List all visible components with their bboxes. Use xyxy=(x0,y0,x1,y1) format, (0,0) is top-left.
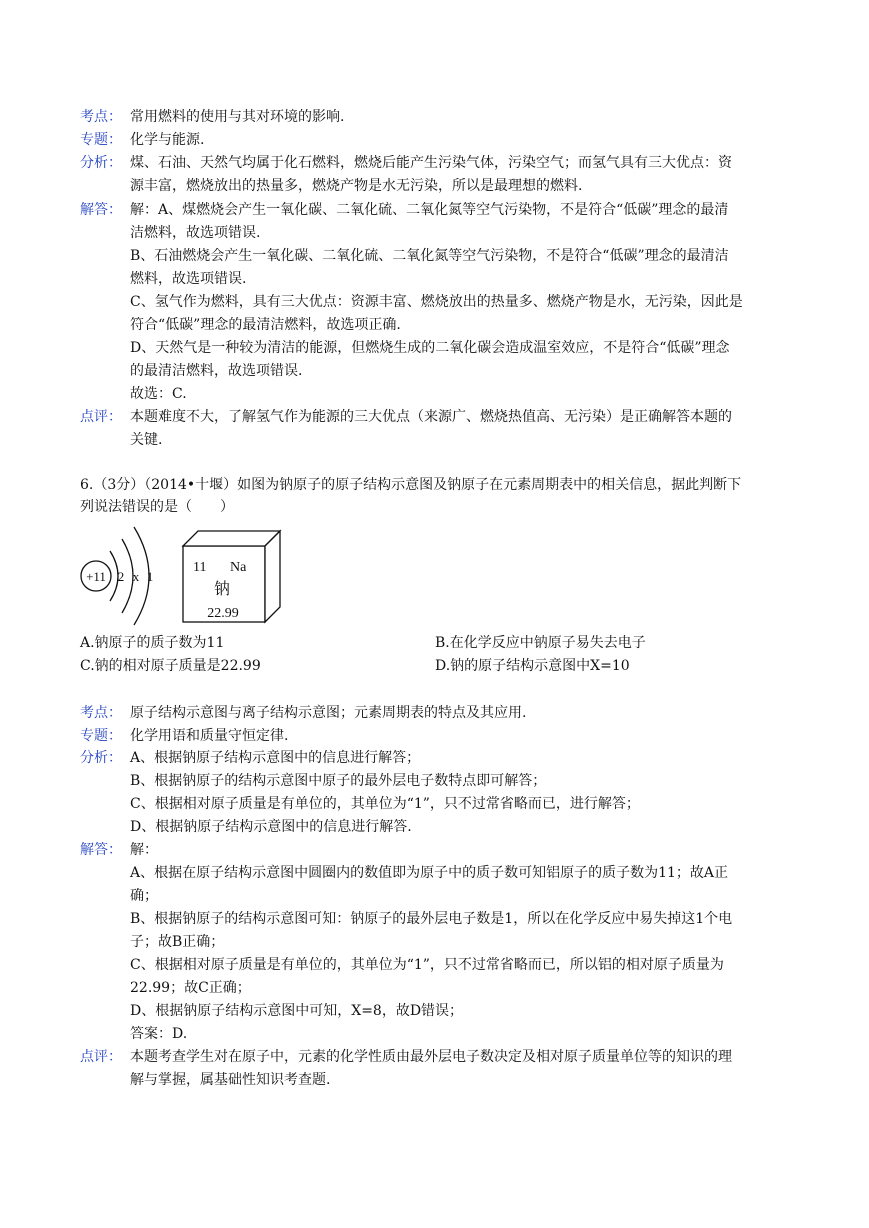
q6-fenxi-line-2: B、根据钠原子的结构示意图中原子的最外层电子数特点即可解答； xyxy=(130,773,547,789)
atomic-mass: 22.99 xyxy=(207,606,239,621)
q6-stem-line-2: 列说法错误的是（ ） xyxy=(80,499,234,515)
q5-kaodian-row xyxy=(80,106,789,129)
q5-jieda-line-4: 燃料，故选项错误. xyxy=(130,271,247,287)
q5-fenxi-row xyxy=(80,152,789,175)
q5-kaodian-text: 常用燃料的使用与其对环境的影响. xyxy=(130,109,345,125)
q5-jieda-line-1: 解：A、煤燃烧会产生一氧化碳、二氧化硫、二氧化氮等空气污染物，不是符合“低碳”理念的最清 xyxy=(130,202,729,218)
q5-zhuanti-row xyxy=(80,129,789,152)
q6-jieda-line-5: C、根据相对原子质量是有单位的，其单位为“1”，只不过常省略而已，所以铝的相对原子质量为 xyxy=(130,957,724,973)
q6-jieda-row xyxy=(80,839,789,862)
kaodian-label: 考点： xyxy=(80,109,122,125)
element-name: 钠 xyxy=(213,579,231,598)
q6-jieda-line-1: A、根据在原子结构示意图中圆圈内的数值即为原子中的质子数可知铝原子的质子数为11；故A正 xyxy=(130,865,729,881)
q6-stem-line-1: 6.（3分）（2014•十堰）如图为钠原子的原子结构示意图及钠原子在元素周期表中的相关信息，据此判断下 xyxy=(80,477,742,493)
q6-jieda-line-7: D、根据钠原子结构示意图中可知，X=8，故D错误； xyxy=(130,1003,464,1019)
q6-jieda-line-8: 答案：D. xyxy=(130,1026,188,1042)
option-a: A.钠原子的质子数为11 xyxy=(80,635,225,651)
q6-fenxi-line-1: A、根据钠原子结构示意图中的信息进行解答； xyxy=(130,750,421,766)
zhuanti-label: 专题： xyxy=(80,728,122,744)
fenxi-label: 分析： xyxy=(80,750,122,766)
q6-dianping-line-2: 解与掌握，属基础性知识考查题. xyxy=(130,1072,331,1088)
jieda-label: 解答： xyxy=(80,202,122,218)
q6-jieda-line-0: 解： xyxy=(130,842,158,858)
zhuanti-label: 专题： xyxy=(80,132,122,148)
option-c: C.钠的相对原子质量是22.99 xyxy=(80,658,261,674)
fenxi-label: 分析： xyxy=(80,155,122,171)
q6-kaodian-text: 原子结构示意图与离子结构示意图；元素周期表的特点及其应用. xyxy=(130,705,527,721)
element-cell-side xyxy=(265,531,280,622)
element-cell-diagram xyxy=(178,527,284,627)
q6-dianping-line-1: 本题考查学生对在原子中，元素的化学性质由最外层电子数决定及相对原子质量单位等的知识的理 xyxy=(130,1049,732,1065)
atomic-number: 11 xyxy=(193,560,207,575)
q5-jieda-line-3: B、石油燃烧会产生一氧化碳、二氧化硫、二氧化氮等空气污染物，不是符合“低碳”理念的最清洁 xyxy=(130,248,729,264)
q6-jieda-line-3: B、根据钠原子的结构示意图可知：钠原子的最外层电子数是1，所以在化学反应中易失掉这1个电 xyxy=(130,911,733,927)
option-b: B.在化学反应中钠原子易失去电子 xyxy=(435,635,646,651)
element-symbol: Na xyxy=(230,560,247,575)
q5-jieda-line-9: 故选：C. xyxy=(130,386,187,402)
q6-fenxi-line-4: D、根据钠原子结构示意图中的信息进行解答. xyxy=(130,819,412,835)
q5-jieda-line-7: D、天然气是一种较为清洁的能源，但燃烧生成的二氧化碳会造成温室效应，不是符合“低碳”理念 xyxy=(130,340,730,356)
kaodian-label: 考点： xyxy=(80,705,122,721)
jieda-label: 解答： xyxy=(80,842,122,858)
q5-jieda-line-5: C、氢气作为燃料，具有三大优点：资源丰富、燃烧放出的热量多、燃烧产物是水，无污染，因此是 xyxy=(130,294,743,310)
q5-fenxi-line-1: 煤、石油、天然气均属于化石燃料，燃烧后能产生污染气体，污染空气；而氢气具有三大优点：资 xyxy=(130,155,732,171)
nucleus-charge: +11 xyxy=(86,569,106,584)
q6-fenxi-row xyxy=(80,747,789,770)
q5-zhuanti-text: 化学与能源. xyxy=(130,132,205,148)
q5-jieda-line-6: 符合“低碳”理念的最清洁燃料，故选项正确. xyxy=(130,317,401,333)
q6-jieda-line-6: 22.99；故C正确； xyxy=(130,980,251,996)
shell-1-electrons: 2 xyxy=(117,569,125,584)
q5-jieda-line-2: 洁燃料，故选项错误. xyxy=(130,225,261,241)
q5-fenxi-line-2: 源丰富，燃烧放出的热量多，燃烧产物是水无污染，所以是最理想的燃料. xyxy=(130,178,583,194)
q5-jieda-row xyxy=(80,199,789,222)
shell-2-electrons: x xyxy=(132,569,140,584)
q6-kaodian-row xyxy=(80,702,789,725)
q5-jieda-line-8: 的最清洁燃料，故选项错误. xyxy=(130,363,303,379)
shell-3-electrons: 1 xyxy=(146,569,154,584)
element-cell-top xyxy=(183,531,280,546)
q6-zhuanti-text: 化学用语和质量守恒定律. xyxy=(130,728,289,744)
dianping-label: 点评： xyxy=(80,1049,122,1065)
q6-jieda-line-4: 子；故B正确； xyxy=(130,934,225,950)
sodium-atom-diagram xyxy=(78,525,170,630)
q5-dianping-row xyxy=(80,406,789,429)
q6-jieda-line-2: 确； xyxy=(130,888,158,904)
option-d: D.钠的原子结构示意图中X=10 xyxy=(435,658,630,674)
q5-dianping-line-1: 本题难度不大，了解氢气作为能源的三大优点（来源广、燃烧热值高、无污染）是正确解答本题的 xyxy=(130,409,732,425)
q6-zhuanti-row xyxy=(80,725,789,748)
q6-fenxi-line-3: C、根据相对原子质量是有单位的，其单位为“1”，只不过常省略而已，进行解答； xyxy=(130,796,640,812)
dianping-label: 点评： xyxy=(80,409,122,425)
q5-dianping-line-2: 关键. xyxy=(130,432,163,448)
q6-dianping-row xyxy=(80,1046,789,1069)
